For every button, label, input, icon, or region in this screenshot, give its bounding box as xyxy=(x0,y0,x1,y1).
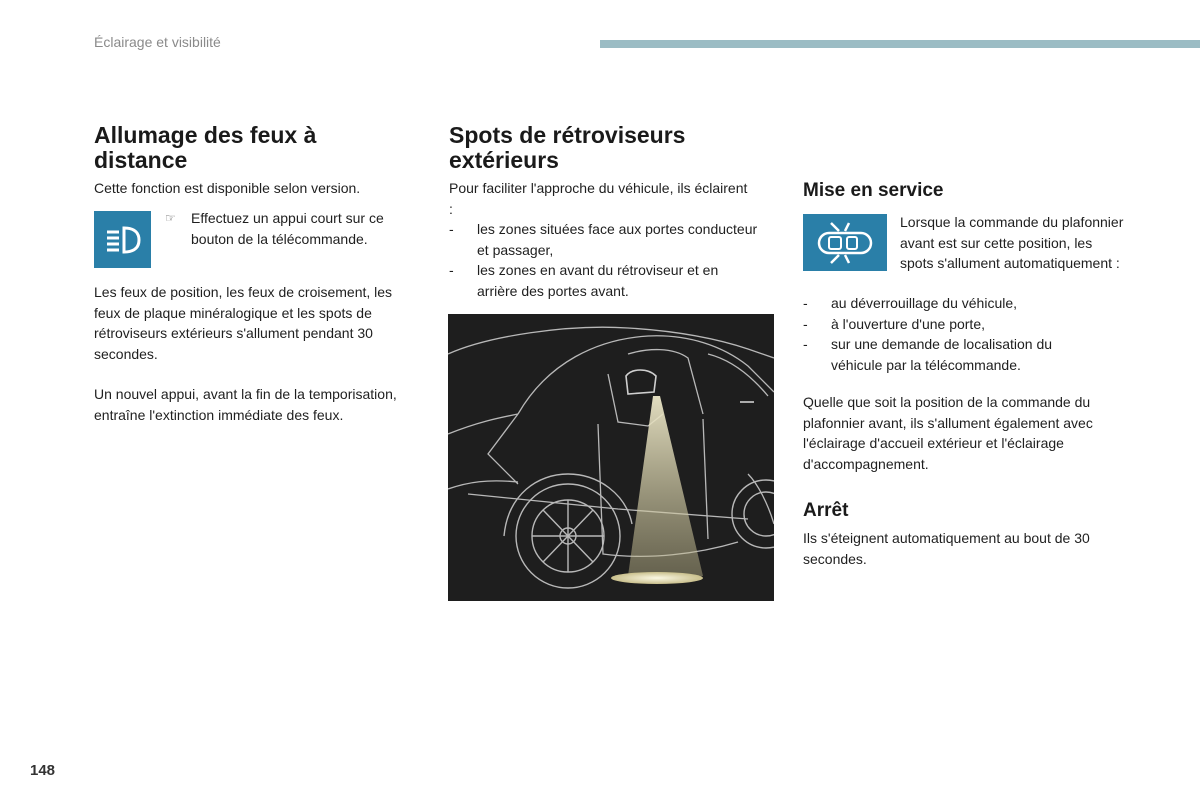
stop-paragraph: Ils s'éteignent automatiquement au bout de 30 secondes. xyxy=(803,530,1090,567)
title-activation: Mise en service xyxy=(803,180,944,201)
list-item: - sur une demande de localisation du véhicule par la télécommande. xyxy=(803,336,1053,373)
pointing-hand-icon: ☞ xyxy=(165,211,176,225)
availability-note: Cette fonction est disponible selon version. xyxy=(94,180,361,196)
list-item: - les zones en avant du rétroviseur et en arrière des portes avant. xyxy=(449,262,719,299)
activation-intro: Lorsque la commande du plafonnier avant est sur cette position, les spots s'allument automatiquement : xyxy=(900,214,1124,271)
title-remote-lighting: Allumage des feux à distance xyxy=(94,122,317,173)
title-mirror-spots: Spots de rétroviseurs extérieurs xyxy=(449,122,686,173)
mirror-spots-list xyxy=(449,219,759,301)
activation-list xyxy=(803,293,1103,375)
cancel-paragraph: Un nouvel appui, avant la fin de la temporisation, entraîne l'extinction immédiate des feux. xyxy=(94,386,397,423)
section-header: Éclairage et visibilité xyxy=(94,34,221,50)
lights-on-paragraph: Les feux de position, les feux de croisement, les feux de plaque minéralogique et les spots de rétroviseurs extérieurs s'allument pendant 30 secondes. xyxy=(94,284,393,362)
mirror-spots-intro: Pour faciliter l'approche du véhicule, ils éclairent : xyxy=(449,180,748,217)
instruction-text: Effectuez un appui court sur ce bouton de la télécommande. xyxy=(191,210,384,247)
activation-note: Quelle que soit la position de la commande du plafonnier avant, ils s'allument également avec l'éclairage d'accueil extérieur et l'éclairage d'accompagnement. xyxy=(803,394,1093,472)
title-stop: Arrêt xyxy=(803,500,849,521)
page-number: 148 xyxy=(30,762,56,779)
headlamp-icon xyxy=(94,211,151,268)
list-item: - au déverrouillage du véhicule, xyxy=(803,295,1018,311)
car-mirror-spotlight-illustration xyxy=(448,314,774,601)
header-accent-bar xyxy=(600,40,1200,48)
list-item: - à l'ouverture d'une porte, xyxy=(803,315,985,332)
list-item: - les zones situées face aux portes conducteur et passager, xyxy=(449,221,758,258)
car-mirror-lights-icon xyxy=(803,214,887,271)
